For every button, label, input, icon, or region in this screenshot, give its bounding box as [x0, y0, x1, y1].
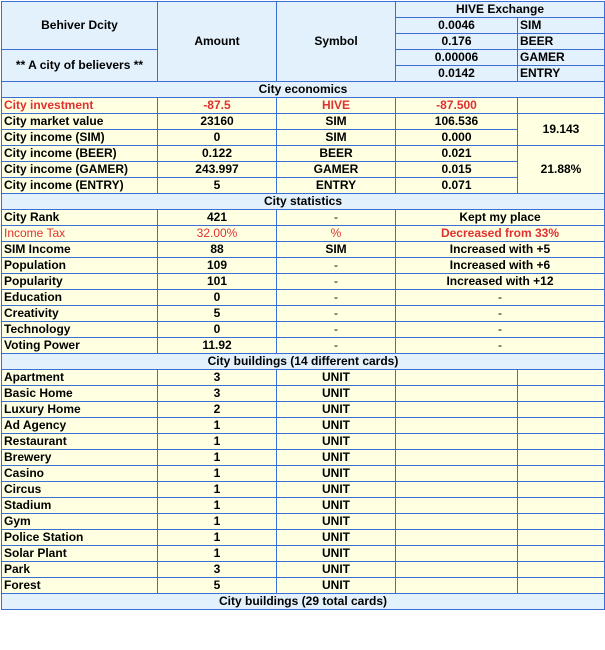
building-row: [2, 530, 605, 546]
building-unit: UNIT: [277, 418, 396, 434]
rate-value: 0.0046: [396, 18, 518, 34]
row-amount: 88: [158, 242, 277, 258]
empty-cell: [396, 578, 518, 594]
city-report-table: [1, 1, 605, 610]
empty-cell: [396, 402, 518, 418]
row-label: Popularity: [2, 274, 158, 290]
row-hive: 0.071: [396, 178, 518, 194]
row-symbol: %: [277, 226, 396, 242]
building-name: Apartment: [2, 370, 158, 386]
row-note: Increased with +12: [396, 274, 605, 290]
row-note: Decreased from 33%: [396, 226, 605, 242]
building-count: 3: [158, 386, 277, 402]
building-count: 5: [158, 578, 277, 594]
row-label: Income Tax: [2, 226, 158, 242]
row-amount: 243.997: [158, 162, 277, 178]
building-name: Casino: [2, 466, 158, 482]
table-row: [2, 114, 605, 130]
building-name: Brewery: [2, 450, 158, 466]
building-name: Park: [2, 562, 158, 578]
table-row: [2, 130, 605, 146]
building-row: [2, 578, 605, 594]
row-symbol: -: [277, 210, 396, 226]
row-symbol: -: [277, 306, 396, 322]
empty-cell: [396, 434, 518, 450]
building-row: [2, 562, 605, 578]
empty-cell: [518, 402, 605, 418]
table-row: [2, 290, 605, 306]
row-note: -: [396, 306, 605, 322]
row-label: City market value: [2, 114, 158, 130]
building-row: [2, 498, 605, 514]
building-count: 1: [158, 546, 277, 562]
table-row: [2, 162, 605, 178]
symbol-header: Symbol: [277, 2, 396, 82]
row-hive: 0.000: [396, 130, 518, 146]
empty-cell: [396, 386, 518, 402]
table-row: [2, 178, 605, 194]
row-label: Technology: [2, 322, 158, 338]
rate-symbol: BEER: [518, 34, 605, 50]
row-label: City Rank: [2, 210, 158, 226]
income-percent: 21.88%: [518, 146, 605, 194]
row-amount: 11.92: [158, 338, 277, 354]
empty-cell: [396, 514, 518, 530]
building-unit: UNIT: [277, 562, 396, 578]
rate-value: 0.00006: [396, 50, 518, 66]
table-row: [2, 226, 605, 242]
row-symbol: -: [277, 338, 396, 354]
building-unit: UNIT: [277, 482, 396, 498]
building-count: 1: [158, 434, 277, 450]
empty-cell: [518, 578, 605, 594]
row-symbol: HIVE: [277, 98, 396, 114]
empty-cell: [396, 450, 518, 466]
building-unit: UNIT: [277, 546, 396, 562]
building-name: Gym: [2, 514, 158, 530]
table-row: [2, 322, 605, 338]
building-unit: UNIT: [277, 498, 396, 514]
building-count: 1: [158, 514, 277, 530]
row-amount: 5: [158, 178, 277, 194]
table-row: [2, 258, 605, 274]
table-row: [2, 98, 605, 114]
row-label: Population: [2, 258, 158, 274]
buildings-total-footer: City buildings (29 total cards): [2, 594, 605, 610]
building-count: 1: [158, 530, 277, 546]
row-label: City income (BEER): [2, 146, 158, 162]
empty-cell: [518, 98, 605, 114]
row-amount: 0: [158, 322, 277, 338]
building-count: 1: [158, 466, 277, 482]
building-name: Stadium: [2, 498, 158, 514]
row-hive: 106.536: [396, 114, 518, 130]
empty-cell: [518, 482, 605, 498]
row-symbol: SIM: [277, 114, 396, 130]
empty-cell: [396, 482, 518, 498]
section-title-buildings: City buildings (14 different cards): [2, 354, 605, 370]
building-name: Ad Agency: [2, 418, 158, 434]
row-amount: 5: [158, 306, 277, 322]
empty-cell: [518, 370, 605, 386]
building-name: Police Station: [2, 530, 158, 546]
building-name: Solar Plant: [2, 546, 158, 562]
empty-cell: [518, 514, 605, 530]
rate-value: 0.0142: [396, 66, 518, 82]
empty-cell: [518, 498, 605, 514]
row-amount: 421: [158, 210, 277, 226]
row-note: Increased with +6: [396, 258, 605, 274]
rate-value: 0.176: [396, 34, 518, 50]
building-unit: UNIT: [277, 530, 396, 546]
empty-cell: [396, 498, 518, 514]
total-value: 19.143: [518, 114, 605, 146]
empty-cell: [518, 450, 605, 466]
row-note: Kept my place: [396, 210, 605, 226]
building-name: Restaurant: [2, 434, 158, 450]
building-count: 1: [158, 450, 277, 466]
empty-cell: [396, 530, 518, 546]
row-symbol: SIM: [277, 130, 396, 146]
empty-cell: [518, 466, 605, 482]
building-unit: UNIT: [277, 370, 396, 386]
row-hive: -87.500: [396, 98, 518, 114]
city-name: Behiver Dcity: [2, 2, 158, 50]
table-row: [2, 306, 605, 322]
rate-symbol: ENTRY: [518, 66, 605, 82]
hive-exchange-header: HIVE Exchange: [396, 2, 605, 18]
empty-cell: [518, 418, 605, 434]
building-row: [2, 466, 605, 482]
table-row: [2, 242, 605, 258]
building-name: Luxury Home: [2, 402, 158, 418]
row-symbol: BEER: [277, 146, 396, 162]
row-label: City investment: [2, 98, 158, 114]
building-unit: UNIT: [277, 578, 396, 594]
section-title-economics: City economics: [2, 82, 605, 98]
row-label: Education: [2, 290, 158, 306]
row-symbol: -: [277, 274, 396, 290]
building-name: Forest: [2, 578, 158, 594]
row-symbol: ENTRY: [277, 178, 396, 194]
row-amount: 0: [158, 290, 277, 306]
building-row: [2, 402, 605, 418]
building-unit: UNIT: [277, 514, 396, 530]
building-row: [2, 482, 605, 498]
rate-symbol: SIM: [518, 18, 605, 34]
table-row: [2, 338, 605, 354]
empty-cell: [518, 562, 605, 578]
building-row: [2, 370, 605, 386]
table-row: [2, 210, 605, 226]
empty-cell: [396, 418, 518, 434]
row-label: City income (ENTRY): [2, 178, 158, 194]
section-title-statistics: City statistics: [2, 194, 605, 210]
row-symbol: -: [277, 258, 396, 274]
table-row: [2, 146, 605, 162]
empty-cell: [518, 386, 605, 402]
building-unit: UNIT: [277, 402, 396, 418]
empty-cell: [396, 546, 518, 562]
row-amount: 0.122: [158, 146, 277, 162]
building-row: [2, 386, 605, 402]
building-row: [2, 514, 605, 530]
building-name: Basic Home: [2, 386, 158, 402]
row-label: SIM Income: [2, 242, 158, 258]
city-subtitle: ** A city of believers **: [2, 50, 158, 82]
building-unit: UNIT: [277, 434, 396, 450]
building-row: [2, 434, 605, 450]
row-note: -: [396, 322, 605, 338]
row-amount: 0: [158, 130, 277, 146]
row-symbol: -: [277, 322, 396, 338]
empty-cell: [518, 434, 605, 450]
row-note: -: [396, 338, 605, 354]
row-amount: 109: [158, 258, 277, 274]
building-count: 2: [158, 402, 277, 418]
row-note: Increased with +5: [396, 242, 605, 258]
row-symbol: GAMER: [277, 162, 396, 178]
building-count: 3: [158, 370, 277, 386]
row-label: Voting Power: [2, 338, 158, 354]
empty-cell: [396, 562, 518, 578]
row-symbol: SIM: [277, 242, 396, 258]
amount-header: Amount: [158, 2, 277, 82]
row-note: -: [396, 290, 605, 306]
building-count: 3: [158, 562, 277, 578]
empty-cell: [518, 530, 605, 546]
row-hive: 0.015: [396, 162, 518, 178]
rate-symbol: GAMER: [518, 50, 605, 66]
empty-cell: [518, 546, 605, 562]
row-label: Creativity: [2, 306, 158, 322]
row-label: City income (GAMER): [2, 162, 158, 178]
building-count: 1: [158, 418, 277, 434]
row-amount: 23160: [158, 114, 277, 130]
table-row: [2, 274, 605, 290]
empty-cell: [396, 370, 518, 386]
building-unit: UNIT: [277, 466, 396, 482]
building-row: [2, 418, 605, 434]
building-row: [2, 450, 605, 466]
building-name: Circus: [2, 482, 158, 498]
empty-cell: [396, 466, 518, 482]
row-amount: -87.5: [158, 98, 277, 114]
building-row: [2, 546, 605, 562]
row-amount: 32.00%: [158, 226, 277, 242]
building-unit: UNIT: [277, 450, 396, 466]
row-label: City income (SIM): [2, 130, 158, 146]
row-amount: 101: [158, 274, 277, 290]
building-unit: UNIT: [277, 386, 396, 402]
building-count: 1: [158, 482, 277, 498]
row-hive: 0.021: [396, 146, 518, 162]
row-symbol: -: [277, 290, 396, 306]
building-count: 1: [158, 498, 277, 514]
